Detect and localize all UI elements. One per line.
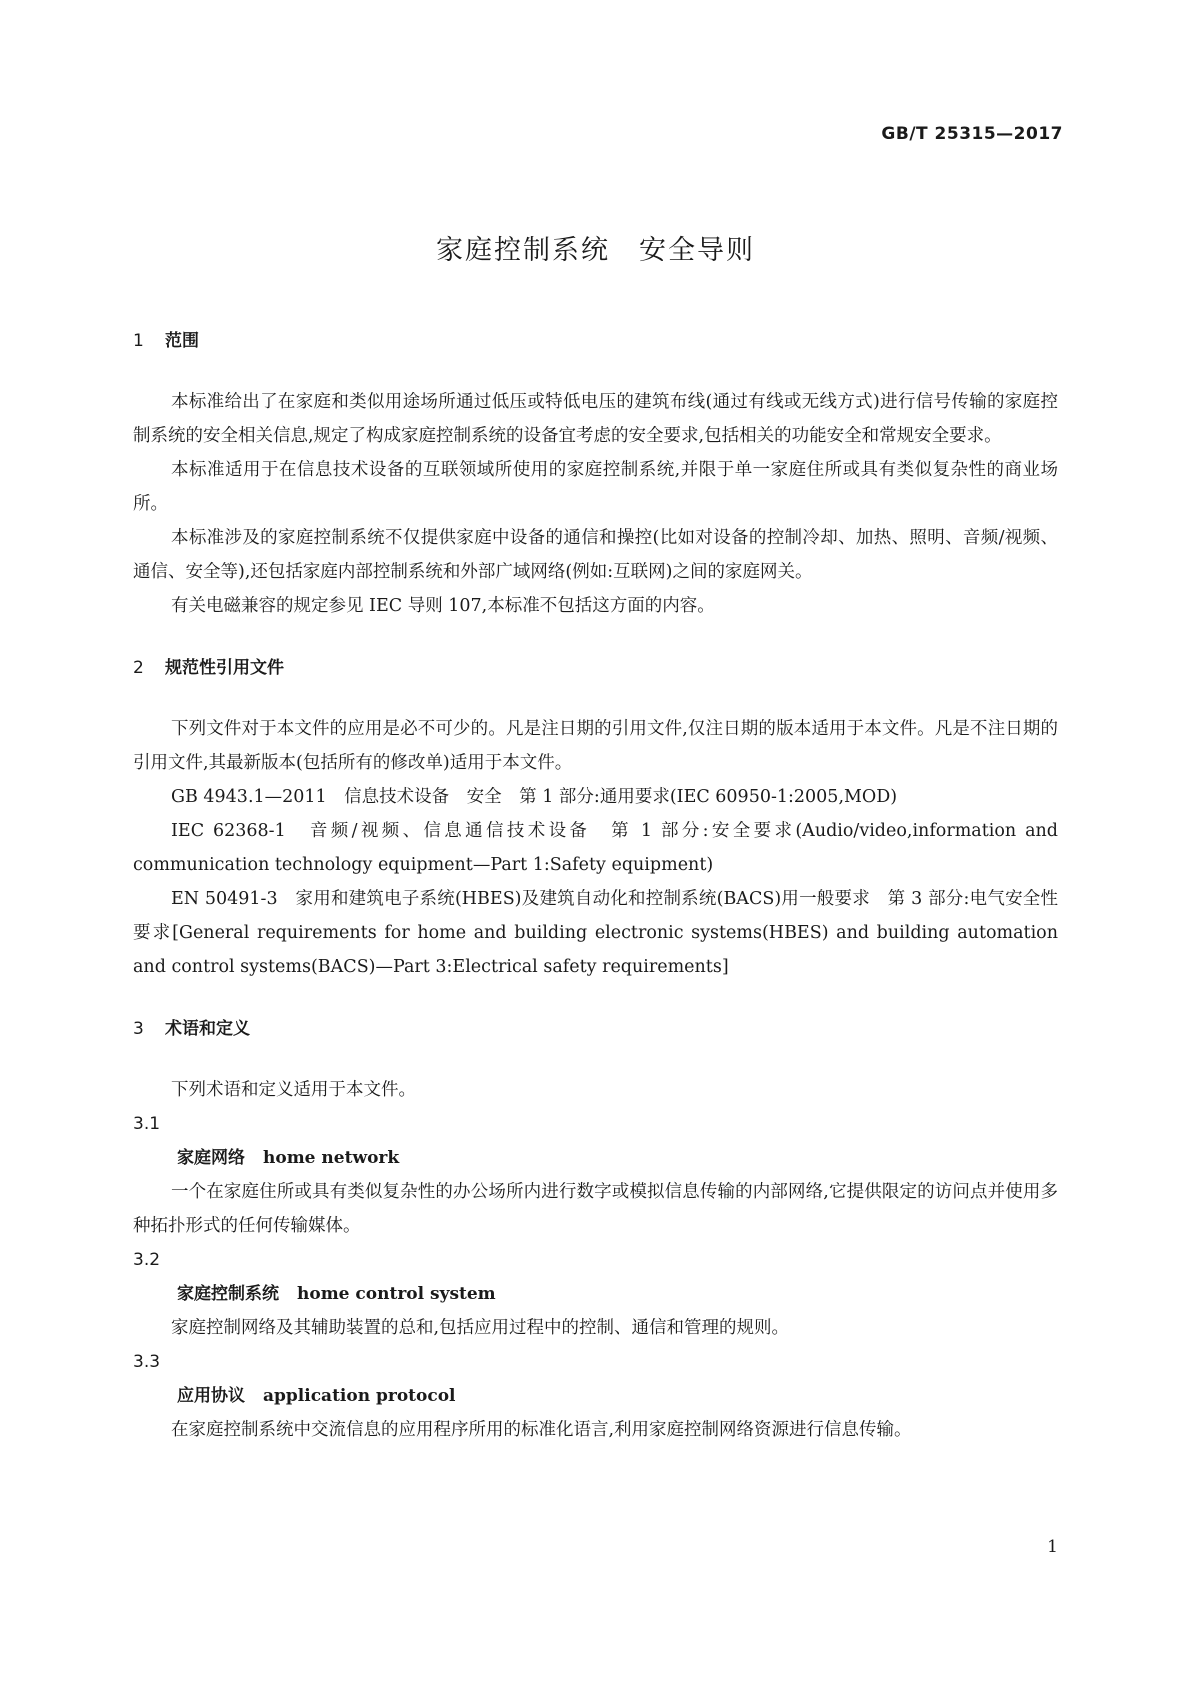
term-name: 家庭控制系统 home control system	[177, 1284, 496, 1304]
page-number: 1	[1047, 1537, 1058, 1557]
section-scope	[133, 326, 1058, 623]
section-heading: 3 术语和定义	[133, 1019, 250, 1039]
section-heading: 2 规范性引用文件	[133, 658, 284, 678]
section-terms	[133, 1014, 1058, 1447]
term-number: 3.1	[133, 1114, 161, 1134]
paragraph: 下列文件对于本文件的应用是必不可少的。凡是注日期的引用文件,仅注日期的版本适用于本文件。凡是不注日期的引用文件,其最新版本(包括所有的修改单)适用于本文件。	[133, 719, 1058, 773]
term-number: 3.3	[133, 1352, 161, 1372]
reference-item: EN 50491-3 家用和建筑电子系统(HBES)及建筑自动化和控制系统(BACS)用一般要求 第 3 部分:电气安全性要求[General requirements for home and building electronic systems(HBES) and building automation and control systems(BACS)—Part 3:Electrical safety requirements]	[133, 889, 1058, 977]
document-body	[133, 326, 1058, 1477]
reference-item: IEC 62368-1 音频/视频、信息通信技术设备 第 1 部分:安全要求(Audio/video,information and communication technology equipment—Part 1:Safety equipment)	[133, 821, 1058, 875]
term-definition: 一个在家庭住所或具有类似复杂性的办公场所内进行数字或模拟信息传输的内部网络,它提供限定的访问点并使用多种拓扑形式的任何传输媒体。	[133, 1182, 1058, 1236]
document-title: 家庭控制系统 安全导则	[436, 235, 755, 266]
section-normative-references	[133, 653, 1058, 984]
paragraph: 有关电磁兼容的规定参见 IEC 导则 107,本标准不包括这方面的内容。	[171, 596, 715, 616]
reference-item: GB 4943.1—2011 信息技术设备 安全 第 1 部分:通用要求(IEC 60950-1:2005,MOD)	[171, 787, 898, 807]
paragraph: 下列术语和定义适用于本文件。	[171, 1080, 416, 1100]
section-heading: 1 范围	[133, 331, 199, 351]
paragraph: 本标准给出了在家庭和类似用途场所通过低压或特低电压的建筑布线(通过有线或无线方式)进行信号传输的家庭控制系统的安全相关信息,规定了构成家庭控制系统的设备宜考虑的安全要求,包括相关的功能安全和常规安全要求。	[133, 392, 1058, 446]
term-name: 家庭网络 home network	[177, 1148, 400, 1168]
standard-number: GB/T 25315—2017	[881, 124, 1063, 144]
term-definition: 家庭控制网络及其辅助装置的总和,包括应用过程中的控制、通信和管理的规则。	[171, 1318, 790, 1338]
term-name: 应用协议 application protocol	[177, 1386, 456, 1406]
term-number: 3.2	[133, 1250, 161, 1270]
paragraph: 本标准涉及的家庭控制系统不仅提供家庭中设备的通信和操控(比如对设备的控制冷却、加热、照明、音频/视频、通信、安全等),还包括家庭内部控制系统和外部广域网络(例如:互联网)之间的家庭网关。	[133, 528, 1058, 582]
paragraph: 本标准适用于在信息技术设备的互联领域所使用的家庭控制系统,并限于单一家庭住所或具有类似复杂性的商业场所。	[133, 460, 1058, 514]
term-definition: 在家庭控制系统中交流信息的应用程序所用的标准化语言,利用家庭控制网络资源进行信息传输。	[171, 1420, 912, 1440]
